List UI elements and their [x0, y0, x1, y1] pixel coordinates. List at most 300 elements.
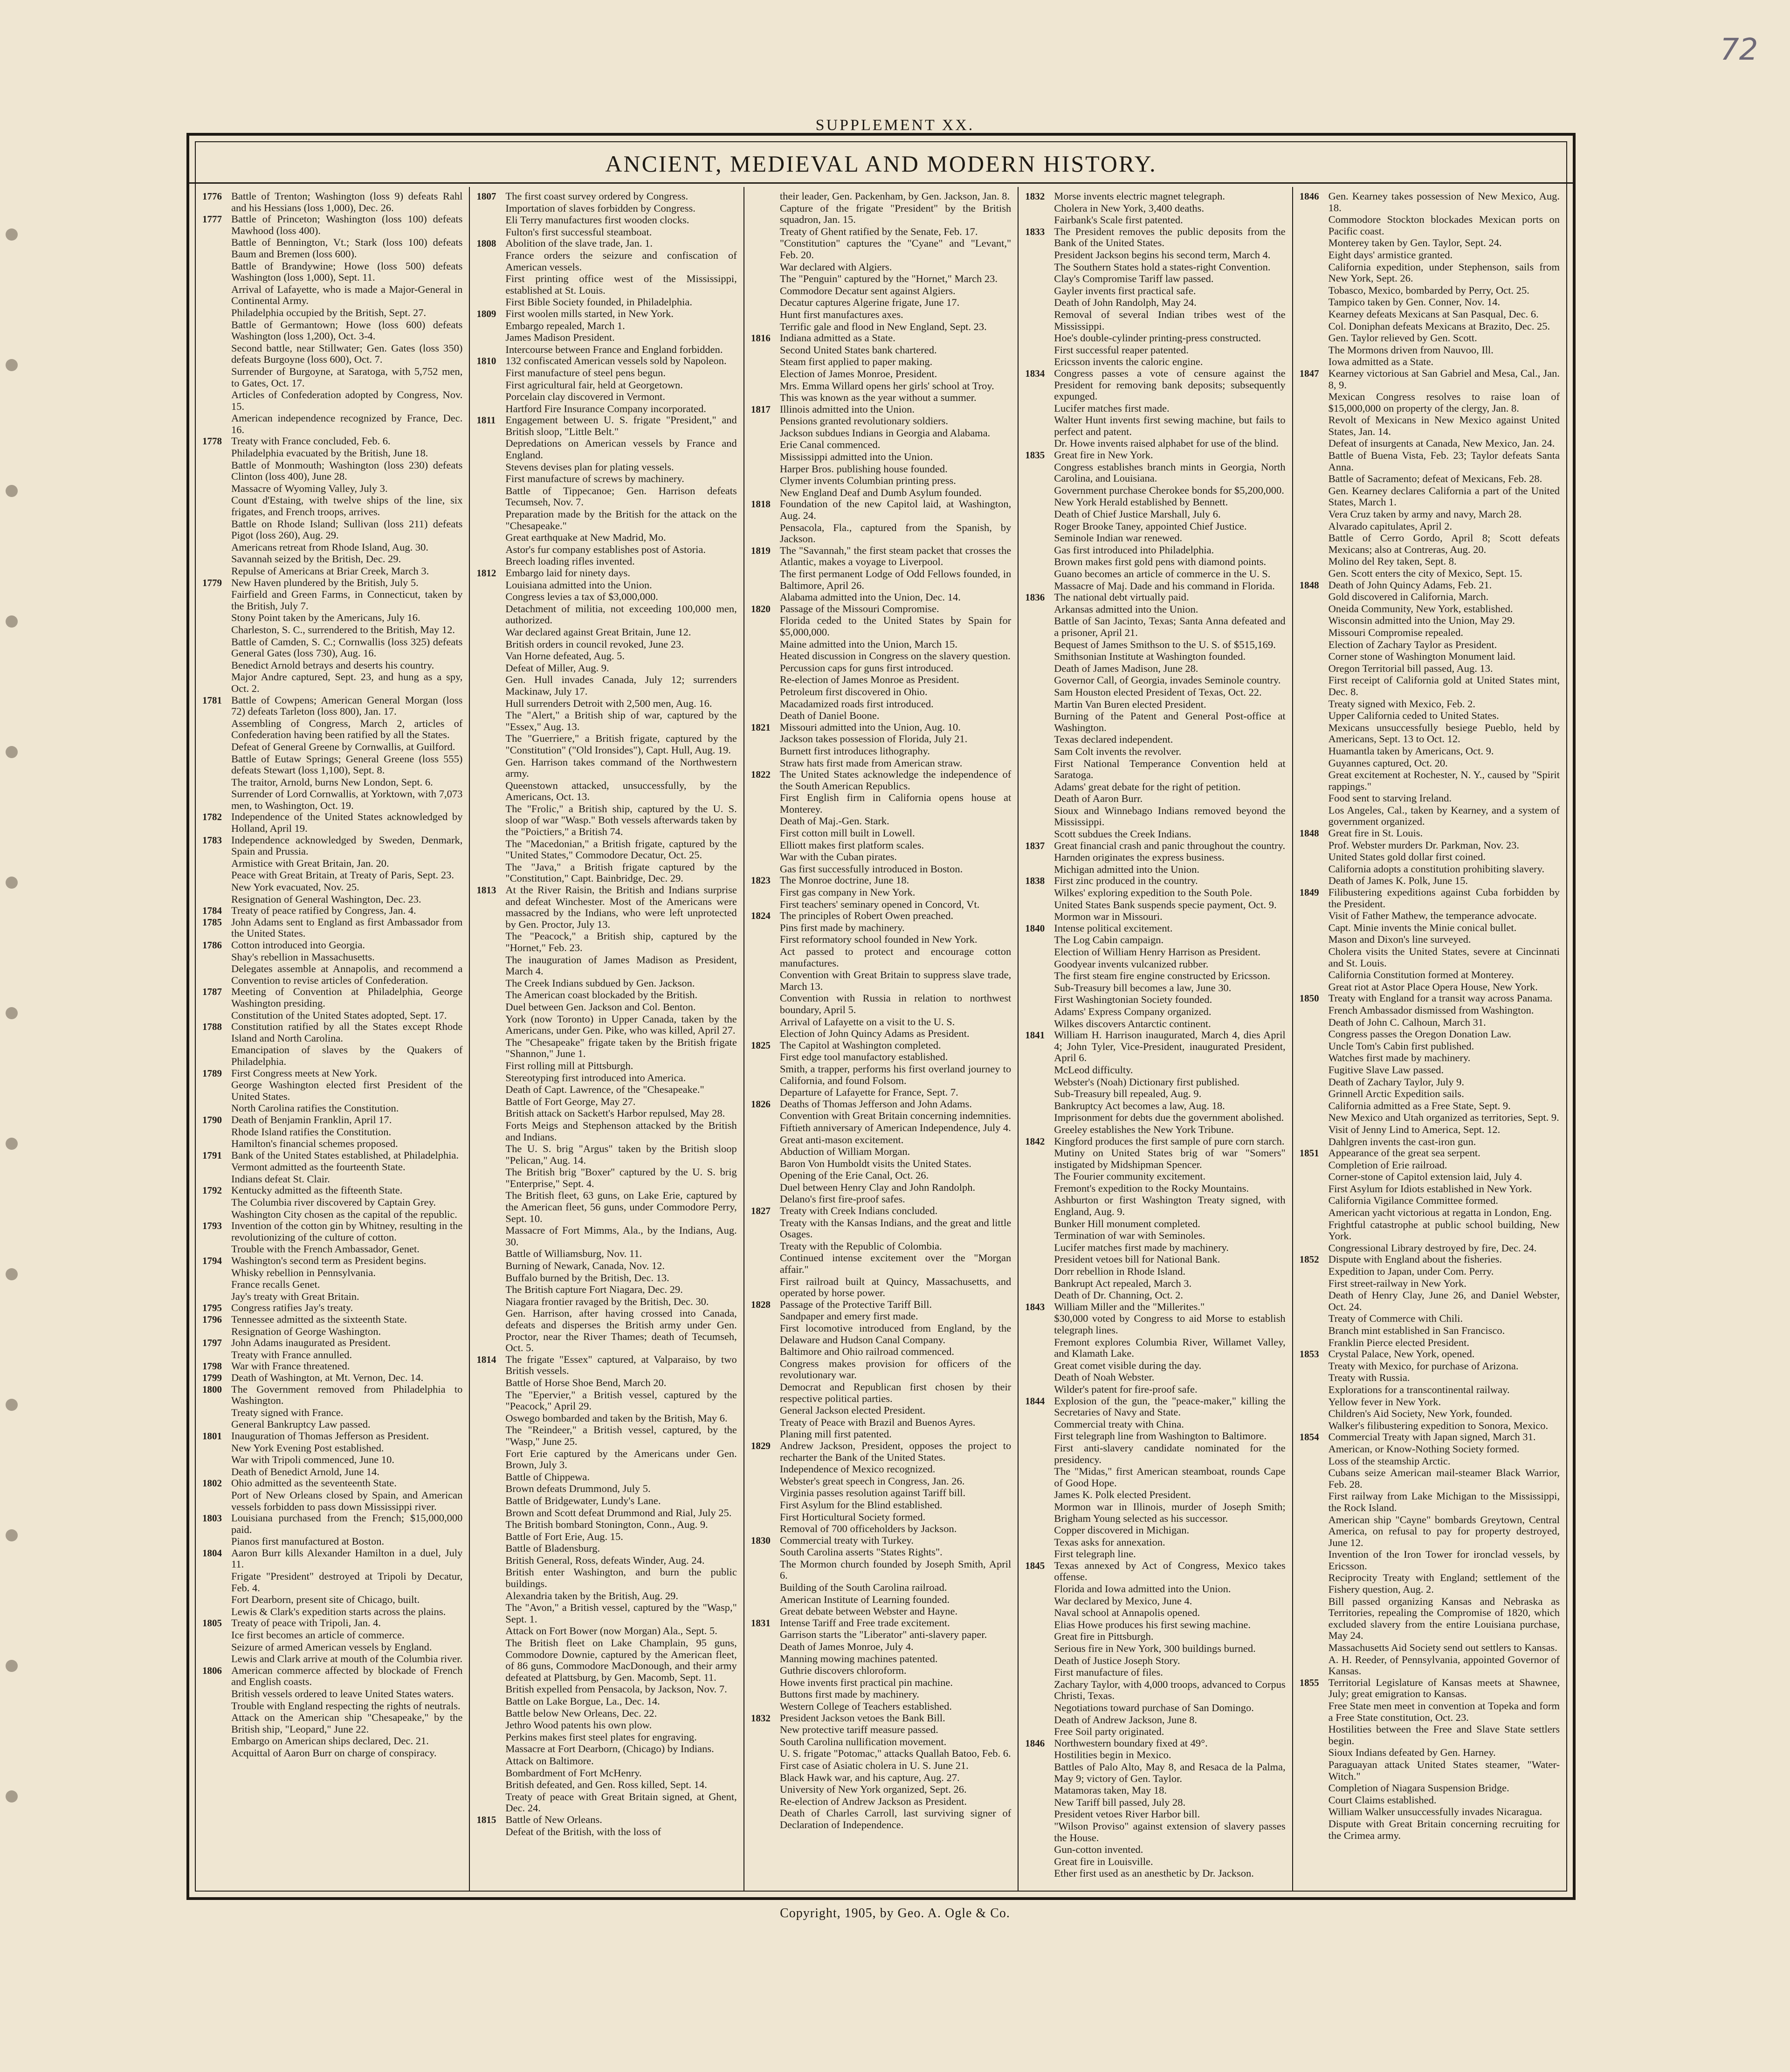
event-text: Convention with Great Britain to suppress slave trade, March 13. [779, 969, 1012, 992]
event-text: France orders the seizure and confiscation of American vessels. [505, 249, 737, 273]
event-text: Bill passed organizing Kansas and Nebraska as Territories, repealing the Compromise of 1820, which excluded slavery from the entire Louisiana purchase, May 24. [1328, 1595, 1560, 1642]
event-text: Armistice with Great Britain, Jan. 20. [231, 857, 389, 869]
event-text: Congressional Library destroyed by fire, Dec. 24. [1328, 1242, 1537, 1254]
event-text: Election of William Henry Harrison as President. [1054, 946, 1261, 958]
event-text: Capt. Minie invents the Minie conical bullet. [1328, 921, 1517, 933]
event-text: Tampico taken by Gen. Conner, Nov. 14. [1328, 296, 1501, 308]
event-text: New York Evening Post established. [231, 1442, 384, 1454]
event-text: John Adams sent to England as first Ambassador from the United States. [231, 916, 463, 939]
event-text: Foundation of the new Capitol laid, at Washington, Aug. 24. [779, 498, 1012, 522]
event-text: Peace with Great Britain, at Treaty of Paris, Sept. 23. [231, 869, 454, 881]
year-label: 1841 [1025, 1029, 1045, 1041]
event-text: Dr. Howe invents raised alphabet for use of the blind. [1054, 437, 1279, 449]
event-text: California Constitution formed at Monterey. [1328, 969, 1514, 981]
event-text: Smith, a trapper, performs his first overland journey to California, and found Folsom. [779, 1063, 1012, 1086]
event-text: Tennessee admitted as the sixteenth State. [231, 1313, 407, 1325]
event-list [231, 695, 462, 812]
event-text: France recalls Genet. [231, 1278, 320, 1291]
event-text: First National Temperance Convention held at Saratoga. [1054, 757, 1286, 781]
event-text: The "Reindeer," a British vessel, captured, by the "Wasp," June 25. [505, 1424, 737, 1447]
event-list [1329, 887, 1560, 993]
event-text: Cotton introduced into Georgia. [231, 939, 365, 951]
year-label: 1843 [1025, 1301, 1045, 1312]
event-text: First telegraph line from Washington to Baltimore. [1054, 1430, 1267, 1442]
binding-hole [6, 1399, 18, 1411]
event-text: Great fire in Louisville. [1054, 1855, 1153, 1867]
year-entry [1025, 923, 1285, 1029]
event-text: Battle of Trenton; Washington (loss 9) defeats Rahl and his Hessians (loss 1,000), Dec. 26. [231, 190, 463, 214]
event-text: Brown and Scott defeat Drummond and Rial, July 25. [505, 1506, 732, 1519]
event-text: Mormon war in Missouri. [1054, 911, 1163, 923]
event-text: A. H. Reeder, of Pennsylvania, appointed Governor of Kansas. [1328, 1653, 1560, 1677]
year-entry [751, 603, 1011, 722]
event-text: The "Midas," first American steamboat, rounds Cape of Good Hope. [1054, 1465, 1286, 1489]
event-text: Intense political excitement. [1054, 922, 1173, 934]
event-list [231, 1185, 462, 1220]
event-text: Election of John Quincy Adams as President. [779, 1028, 970, 1040]
year-entry [751, 332, 1011, 404]
event-text: Cubans seize American mail-steamer Black Warrior, Feb. 28. [1328, 1467, 1560, 1490]
event-text: Northwestern boundary fixed at 49°. [1054, 1737, 1208, 1749]
event-text: $30,000 voted by Congress to aid Morse to establish telegraph lines. [1054, 1312, 1286, 1336]
event-text: The Government removed from Philadelphia to Washington. [231, 1383, 463, 1407]
year-label: 1832 [1025, 191, 1045, 202]
event-text: Sam Houston elected President of Texas, Oct. 22. [1054, 686, 1262, 698]
binding-hole [6, 359, 18, 371]
binding-hole [6, 746, 18, 758]
year-label: 1846 [1025, 1737, 1045, 1749]
event-text: New Haven plundered by the British, July 5. [231, 576, 419, 588]
event-list [1329, 1147, 1560, 1254]
event-list [231, 1361, 462, 1372]
year-label: 1782 [202, 811, 222, 823]
event-text: Mormon war in Illinois, murder of Joseph Smith; Brigham Young selected as his successor. [1054, 1500, 1286, 1524]
event-text: Ice first becomes an article of commerce. [231, 1629, 405, 1641]
event-text: The President removes the public deposits from the Bank of the United States. [1054, 225, 1286, 249]
event-text: Attack on Baltimore. [505, 1754, 594, 1767]
event-text: Ericsson invents the caloric engine. [1054, 356, 1203, 368]
event-list [780, 1040, 1011, 1098]
event-list [505, 355, 737, 414]
event-text: Corner stone of Washington Monument laid. [1328, 650, 1516, 663]
event-text: Treaty of Peace with Brazil and Buenos Ayres. [779, 1416, 976, 1428]
year-entry [202, 577, 462, 695]
event-text: Gen. Kearney declares California a part of the United States, March 1. [1328, 484, 1560, 508]
event-text: Great financial crash and panic throughout the country. [1054, 839, 1286, 851]
event-text: Great fire in New York. [1054, 449, 1153, 461]
year-entry [202, 986, 462, 1021]
event-text: Arrival of Lafayette on a visit to the U. S. [779, 1015, 955, 1028]
event-text: British defeated, and Gen. Ross killed, Sept. 14. [505, 1779, 707, 1791]
event-text: Battle of Fort Erie, Aug. 15. [505, 1530, 623, 1542]
event-text: Bunker Hill monument completed. [1054, 1217, 1200, 1229]
event-text: Constitution of the United States adopted, Sept. 17. [231, 1009, 447, 1021]
year-entry [1300, 1677, 1560, 1841]
event-text: Great anti-mason excitement. [779, 1133, 904, 1146]
year-label: 1800 [202, 1383, 222, 1395]
event-text: Treaty signed with France. [231, 1406, 344, 1418]
year-entry [1025, 1136, 1285, 1301]
binding-hole [6, 877, 18, 889]
event-text: Burning of the Patent and General Post-office at Washington. [1054, 710, 1286, 733]
event-text: Death of Chief Justice Marshall, July 6. [1054, 508, 1221, 520]
event-list [505, 191, 737, 238]
year-entry [1025, 1301, 1285, 1395]
year-entry [202, 905, 462, 917]
binding-hole [6, 485, 18, 497]
event-text: Copper discovered in Michigan. [1054, 1524, 1190, 1536]
event-text: The British capture Fort Niagara, Dec. 29. [505, 1284, 683, 1296]
event-text: Prof. Webster murders Dr. Parkman, Nov. 23. [1328, 839, 1519, 851]
event-text: Treaty of peace ratified by Congress, Jan. 4. [231, 905, 416, 917]
event-text: Battle of Tippecanoe; Gen. Harrison defeats Tecumseh, Nov. 7. [505, 484, 737, 508]
year-entry [1025, 449, 1285, 592]
event-text: Battle of Brandywine; Howe (loss 500) defeats Washington (loss 1,000), Sept. 11. [231, 260, 463, 283]
history-column-3 [744, 187, 1019, 1891]
event-list [231, 1337, 462, 1361]
year-label: 1796 [202, 1314, 222, 1325]
event-text: Fairbank's Scale first patented. [1054, 214, 1183, 226]
event-text: Treaty with Mexico, for purchase of Arizona. [1328, 1360, 1519, 1372]
event-text: Death of John Quincy Adams, Feb. 21. [1328, 579, 1492, 591]
event-list [231, 905, 462, 917]
binding-holes [0, 0, 28, 2072]
event-list [780, 603, 1011, 722]
year-label: 1811 [476, 414, 496, 426]
event-text: Death of Capt. Lawrence, of the "Chesapeake." [505, 1084, 704, 1096]
event-list [780, 910, 1011, 1040]
event-text: Battle of Monmouth; Washington (loss 230) defeats Clinton (loss 400), June 28. [231, 459, 463, 483]
event-list [231, 1255, 462, 1302]
event-text: Gas first successfully introduced in Boston. [779, 863, 963, 875]
event-text: Erie Canal commenced. [779, 439, 881, 451]
event-text: Howe invents first practical pin machine. [779, 1676, 953, 1688]
event-text: Andrew Jackson, President, opposes the project to recharter the Bank of the United States. [779, 1439, 1012, 1463]
event-list [231, 1114, 462, 1150]
event-text: Reciprocity Treaty with England; settlement of the Fishery question, Aug. 2. [1328, 1572, 1560, 1595]
year-label: 1829 [750, 1440, 771, 1451]
event-text: Lucifer matches first made. [1054, 402, 1170, 414]
event-text: Heated discussion in Congress on the slavery question. [779, 650, 1011, 662]
event-text: Gayler invents first practical safe. [1054, 284, 1196, 297]
event-list [1054, 1560, 1285, 1738]
event-text: The "Avon," a British vessel, captured by the "Wasp," Sept. 1. [505, 1602, 737, 1625]
event-text: Iowa admitted as a State. [1328, 356, 1434, 368]
event-text: Stereotyping first introduced into America. [505, 1071, 686, 1084]
event-text: Fugitive Slave Law passed. [1328, 1064, 1444, 1076]
event-text: Eli Terry manufactures first wooden clocks. [505, 214, 689, 226]
year-label: 1849 [1299, 887, 1319, 898]
event-text: Battle of Eutaw Springs; General Greene (loss 555) defeats Stewart (loss 1,100), Sept. 8. [231, 753, 463, 776]
year-entry [1025, 592, 1285, 840]
event-text: Louisiana admitted into the Union. [505, 579, 652, 591]
year-entry [202, 1220, 462, 1255]
event-text: The "Macedonian," a British frigate, captured by the "United States," Commodore Decatur, Oct. 25. [505, 837, 737, 861]
event-text: Commodore Decatur sent against Algiers. [779, 284, 956, 297]
event-text: Election of Zachary Taylor as President. [1328, 638, 1497, 650]
event-text: Mexicans unsuccessfully besiege Pueblo, held by Americans, Sept. 13 to Oct. 12. [1328, 721, 1560, 745]
event-text: Great riot at Astor Place Opera House, New York. [1328, 981, 1538, 993]
event-list [231, 1314, 462, 1337]
event-text: Embargo repealed, March 1. [505, 319, 625, 332]
page-number: 72 [1720, 33, 1758, 67]
year-label: 1786 [202, 939, 222, 951]
event-text: Pins first made by machinery. [779, 921, 905, 933]
event-text: Mississippi admitted into the Union. [779, 451, 933, 463]
event-text: Benedict Arnold betrays and deserts his country. [231, 659, 434, 671]
event-text: Battle of New Orleans. [505, 1813, 602, 1825]
year-label: 1824 [750, 910, 771, 922]
event-text: Assembling of Congress, March 2, articles of Confederation having been ratified by all the States. [231, 717, 463, 741]
event-list [231, 835, 462, 905]
event-text: Pensacola, Fla., captured from the Spanish, by Jackson. [779, 521, 1012, 545]
event-text: Jay's treaty with Great Britain. [231, 1290, 359, 1302]
year-label: 1815 [476, 1814, 496, 1825]
event-text: Michigan admitted into the Union. [1054, 863, 1200, 875]
event-text: Jackson subdues Indians in Georgia and Alabama. [779, 427, 991, 439]
event-text: Oswego bombarded and taken by the British, May 6. [505, 1412, 728, 1424]
event-text: Surrender of Lord Cornwallis, at Yorktown, with 7,073 men, to Washington, Oct. 19. [231, 788, 463, 811]
event-text: First telegraph line. [1054, 1548, 1136, 1560]
year-entry [202, 1617, 462, 1665]
event-text: President vetoes bill for National Bank. [1054, 1253, 1220, 1265]
event-text: The "Penguin" captured by the "Hornet," March 23. [779, 273, 998, 285]
event-text: Wilkes discovers Antarctic continent. [1054, 1017, 1211, 1029]
event-text: Florida ceded to the United States by Spain for $5,000,000. [779, 615, 1012, 638]
event-text: Roger Brooke Taney, appointed Chief Justice. [1054, 520, 1247, 532]
event-text: Virginia passes resolution against Tariff bill. [779, 1487, 966, 1499]
event-text: Mason and Dixon's line surveyed. [1328, 933, 1471, 946]
event-text: Mrs. Emma Willard opens her girls' school at Troy. [779, 380, 994, 392]
event-text: Fort Dearborn, present site of Chicago, built. [231, 1594, 420, 1606]
event-text: Ohio admitted as the seventeenth State. [231, 1477, 397, 1489]
event-text: Buttons first made by machinery. [779, 1688, 919, 1700]
year-label: 1820 [750, 603, 771, 615]
year-entry [1025, 1029, 1285, 1135]
binding-hole [6, 1529, 18, 1541]
event-text: Clymer invents Columbian printing press. [779, 475, 956, 487]
event-text: California expedition, under Stephenson, sails from New York, Sept. 26. [1328, 261, 1560, 284]
event-text: American yacht victorious at regatta in London, Eng. [1328, 1207, 1552, 1219]
event-text: Martin Van Buren elected President. [1054, 698, 1206, 710]
year-label: 1805 [202, 1617, 222, 1629]
event-text: First manufacture of screws by machinery. [505, 473, 684, 485]
event-text: Naval school at Annapolis opened. [1054, 1607, 1200, 1619]
event-text: Texas asks for annexation. [1054, 1536, 1165, 1548]
event-text: The first permanent Lodge of Odd Fellows founded, in Baltimore, April 26. [779, 568, 1012, 591]
event-text: New protective tariff measure passed. [779, 1724, 938, 1736]
event-text: Death of Benjamin Franklin, April 17. [231, 1113, 392, 1126]
event-list [780, 545, 1011, 603]
event-text: Bank of the United States established, at Philadelphia. [231, 1149, 459, 1161]
event-text: The Creek Indians subdued by Gen. Jackson. [505, 977, 695, 989]
event-text: Revolt of Mexicans in New Mexico against United States, Jan. 14. [1328, 414, 1560, 437]
event-text: Bombardment of Fort McHenry. [505, 1767, 642, 1779]
event-text: The "Savannah," the first steam packet that crosses the Atlantic, makes a voyage to Liverpool. [779, 544, 1012, 568]
event-text: Commodore Stockton blockades Mexican ports on Pacific coast. [1328, 214, 1560, 237]
event-text: their leader, Gen. Packenham, by Gen. Jackson, Jan. 8. [779, 190, 1010, 202]
year-entry [476, 567, 737, 884]
event-text: United States gold dollar first coined. [1328, 851, 1486, 863]
event-text: Philadelphia occupied by the British, Sept. 27. [231, 306, 427, 318]
event-text: Porcelain clay discovered in Vermont. [505, 391, 666, 403]
event-text: Deaths of Thomas Jefferson and John Adams. [779, 1098, 972, 1110]
event-text: Guano becomes an article of commerce in the U. S. [1054, 568, 1271, 580]
event-text: Acquittal of Aaron Burr on charge of conspiracy. [231, 1747, 437, 1759]
year-entry [202, 1114, 462, 1150]
event-text: Brown makes first gold pens with diamond points. [1054, 556, 1267, 568]
event-text: Major Andre captured, Sept. 23, and hung as a spy, Oct. 2. [231, 671, 463, 694]
event-text: The first steam fire engine constructed by Ericsson. [1054, 970, 1270, 982]
event-list [1054, 840, 1285, 876]
event-text: Webster's great speech in Congress, Jan. 26. [779, 1475, 965, 1487]
event-text: Scott subdues the Creek Indians. [1054, 828, 1191, 840]
year-label: 1794 [202, 1255, 222, 1267]
event-text: President vetoes River Harbor bill. [1054, 1808, 1200, 1820]
event-text: Commercial treaty with China. [1054, 1418, 1184, 1430]
year-entry [751, 1617, 1011, 1713]
event-list [1054, 1395, 1285, 1560]
event-text: First receipt of California gold at United States mint, Dec. 8. [1328, 674, 1560, 698]
event-text: Walter Hunt invents first sewing machine, but fails to perfect and patent. [1054, 414, 1286, 437]
year-label: 1833 [1025, 226, 1045, 237]
event-text: The traitor, Arnold, burns New London, Sept. 6. [231, 776, 433, 788]
event-text: Loss of the steamship Arctic. [1328, 1455, 1451, 1467]
event-text: Ether first used as an anesthetic by Dr. Jackson. [1054, 1867, 1254, 1879]
event-text: First zinc produced in the country. [1054, 875, 1198, 887]
year-entry [751, 1713, 1011, 1831]
event-text: Death of Daniel Boone. [779, 710, 880, 722]
event-text: Completion of Erie railroad. [1328, 1159, 1447, 1171]
event-text: California admitted as a Free State, Sept. 9. [1328, 1099, 1511, 1112]
event-text: Death of James Monroe, July 4. [779, 1641, 914, 1653]
page-title: ANCIENT, MEDIEVAL AND MODERN HISTORY. [189, 145, 1573, 184]
event-text: Battle of Williamsburg, Nov. 11. [505, 1248, 642, 1260]
event-text: Arkansas admitted into the Union. [1054, 603, 1198, 615]
event-text: William H. Harrison inaugurated, March 4, dies April 4; John Tyler, Vice-President, inaugurated President, April 6. [1054, 1029, 1286, 1064]
event-text: Seizure of armed American vessels by England. [231, 1641, 432, 1653]
event-text: Treaty of Ghent ratified by the Senate, Feb. 17. [779, 225, 978, 237]
event-text: Count d'Estaing, with twelve ships of the line, six frigates, and French troops, arrives. [231, 494, 463, 518]
year-entry [1025, 1738, 1285, 1879]
event-text: Bankruptcy Act becomes a law, Aug. 18. [1054, 1099, 1225, 1112]
event-list [780, 769, 1011, 875]
event-text: Intense Tariff and Free trade excitement. [779, 1616, 950, 1629]
event-text: Indians defeat St. Clair. [231, 1173, 330, 1185]
event-text: Texas declared independent. [1054, 733, 1173, 746]
event-text: Americans retreat from Rhode Island, Aug. 30. [231, 541, 429, 553]
event-text: First successful reaper patented. [1054, 344, 1189, 356]
event-text: First manufacture of files. [1054, 1666, 1163, 1678]
event-text: British attack on Sackett's Harbor repulsed, May 28. [505, 1107, 725, 1119]
year-label: 1834 [1025, 367, 1045, 379]
year-entry [202, 214, 462, 435]
event-text: Louisiana purchased from the French; $15,000,000 paid. [231, 1512, 463, 1535]
event-text: Battle of Horse Shoe Bend, March 20. [505, 1376, 667, 1388]
event-text: The frigate "Essex" captured, at Valparaiso, by two British vessels. [505, 1353, 737, 1377]
event-text: Branch mint established in San Francisco. [1328, 1325, 1505, 1336]
event-text: War declared against Great Britain, June 12. [505, 626, 691, 638]
event-text: Hartford Fire Insurance Company incorporated. [505, 402, 706, 414]
event-text: Gen. Hull invades Canada, July 12; surrenders Mackinaw, July 17. [505, 674, 737, 697]
binding-hole [6, 1660, 18, 1672]
event-text: Death of James Madison, June 28. [1054, 662, 1198, 674]
year-entry [1300, 191, 1560, 368]
event-text: Baltimore and Ohio railroad commenced. [779, 1346, 955, 1358]
event-text: War with Tripoli commenced, June 10. [231, 1454, 395, 1466]
event-text: Kingford produces the first sample of pure corn starch. [1054, 1135, 1285, 1147]
event-text: First Bible Society founded, in Philadelphia. [505, 296, 692, 308]
year-entry [1300, 580, 1560, 828]
year-entry [1300, 1254, 1560, 1348]
event-text: Death of Aaron Burr. [1054, 793, 1143, 805]
event-text: Crystal Palace, New York, opened. [1328, 1348, 1475, 1360]
event-text: Great fire in St. Louis. [1328, 827, 1423, 839]
event-text: The "Guerriere," a British frigate, captured by the "Constitution" ("Old Ironsides"), Capt. Hull, Aug. 19. [505, 732, 737, 756]
history-column-1 [196, 187, 470, 1891]
event-text: Passage of the Missouri Compromise. [779, 602, 939, 615]
event-text: The United States acknowledge the independence of the South American Republics. [779, 768, 1012, 792]
event-text: Grinnell Arctic Expedition sails. [1328, 1088, 1464, 1100]
event-text: Invention of the cotton gin by Whitney, resulting in the revolutionizing of the culture of cotton. [231, 1220, 463, 1243]
year-label: 1777 [202, 214, 222, 225]
event-text: Independence of the United States acknowledged by Holland, April 19. [231, 811, 463, 835]
event-text: First English firm in California opens house at Monterey. [779, 792, 1012, 815]
year-entry [1025, 1395, 1285, 1560]
event-text: Rhode Island ratifies the Constitution. [231, 1126, 392, 1138]
event-text: Yellow fever in New York. [1328, 1395, 1441, 1408]
year-entry [1300, 828, 1560, 887]
event-text: Battle of Bladensburg. [505, 1542, 600, 1554]
year-label: 1853 [1299, 1348, 1319, 1360]
year-entry [202, 1372, 462, 1384]
event-list [780, 498, 1011, 545]
event-text: United States Bank suspends specie payment, Oct. 9. [1054, 898, 1277, 911]
event-text: Convention with Russia in relation to northwest boundary, April 5. [779, 992, 1012, 1015]
event-text: First street-railway in New York. [1328, 1277, 1466, 1289]
event-text: Pianos first manufactured at Boston. [231, 1535, 385, 1547]
event-text: University of New York organized, Sept. 26. [779, 1783, 967, 1796]
event-list [780, 191, 1011, 332]
event-text: Zachary Taylor, with 4,000 troops, advanced to Corpus Christi, Texas. [1054, 1678, 1286, 1702]
event-text: Territorial Legislature of Kansas meets at Shawnee, July; great emigration to Kansas. [1328, 1676, 1560, 1700]
event-text: Los Angeles, Cal., taken by Kearney, and a system of government organized. [1328, 804, 1560, 828]
event-text: President Jackson begins his second term, March 4. [1054, 249, 1271, 261]
event-text: Black Hawk war, and his capture, Aug. 27. [779, 1771, 960, 1783]
year-entry [751, 1040, 1011, 1098]
year-label: 1826 [750, 1098, 771, 1110]
year-entry [202, 1068, 462, 1114]
event-text: Removal of several Indian tribes west of the Mississippi. [1054, 308, 1286, 332]
event-text: Gas first introduced into Philadelphia. [1054, 544, 1214, 556]
event-text: Democrat and Republican first chosen by their respective political parties. [779, 1381, 1012, 1404]
year-label: 1795 [202, 1302, 222, 1314]
year-entry [751, 875, 1011, 910]
event-text: Treaty with Creek Indians concluded. [779, 1205, 938, 1217]
event-text: Battle of San Jacinto, Texas; Santa Anna defeated and a prisoner, April 21. [1054, 615, 1286, 638]
event-text: Jackson takes possession of Florida, July 21. [779, 733, 968, 745]
event-text: War with the Cuban pirates. [779, 851, 897, 863]
year-entry [751, 1098, 1011, 1205]
event-list [505, 308, 737, 355]
event-text: President Jackson vetoes the Bank Bill. [779, 1712, 945, 1724]
history-column-4 [1019, 187, 1293, 1891]
event-text: Congress ratifies Jay's treaty. [231, 1302, 353, 1314]
event-text: Duel between Henry Clay and John Randolph. [779, 1181, 976, 1193]
event-text: Vera Cruz taken by army and navy, March 28. [1328, 508, 1522, 520]
year-entry [202, 1430, 462, 1478]
event-text: Molino del Rey taken, Sept. 8. [1328, 555, 1457, 567]
